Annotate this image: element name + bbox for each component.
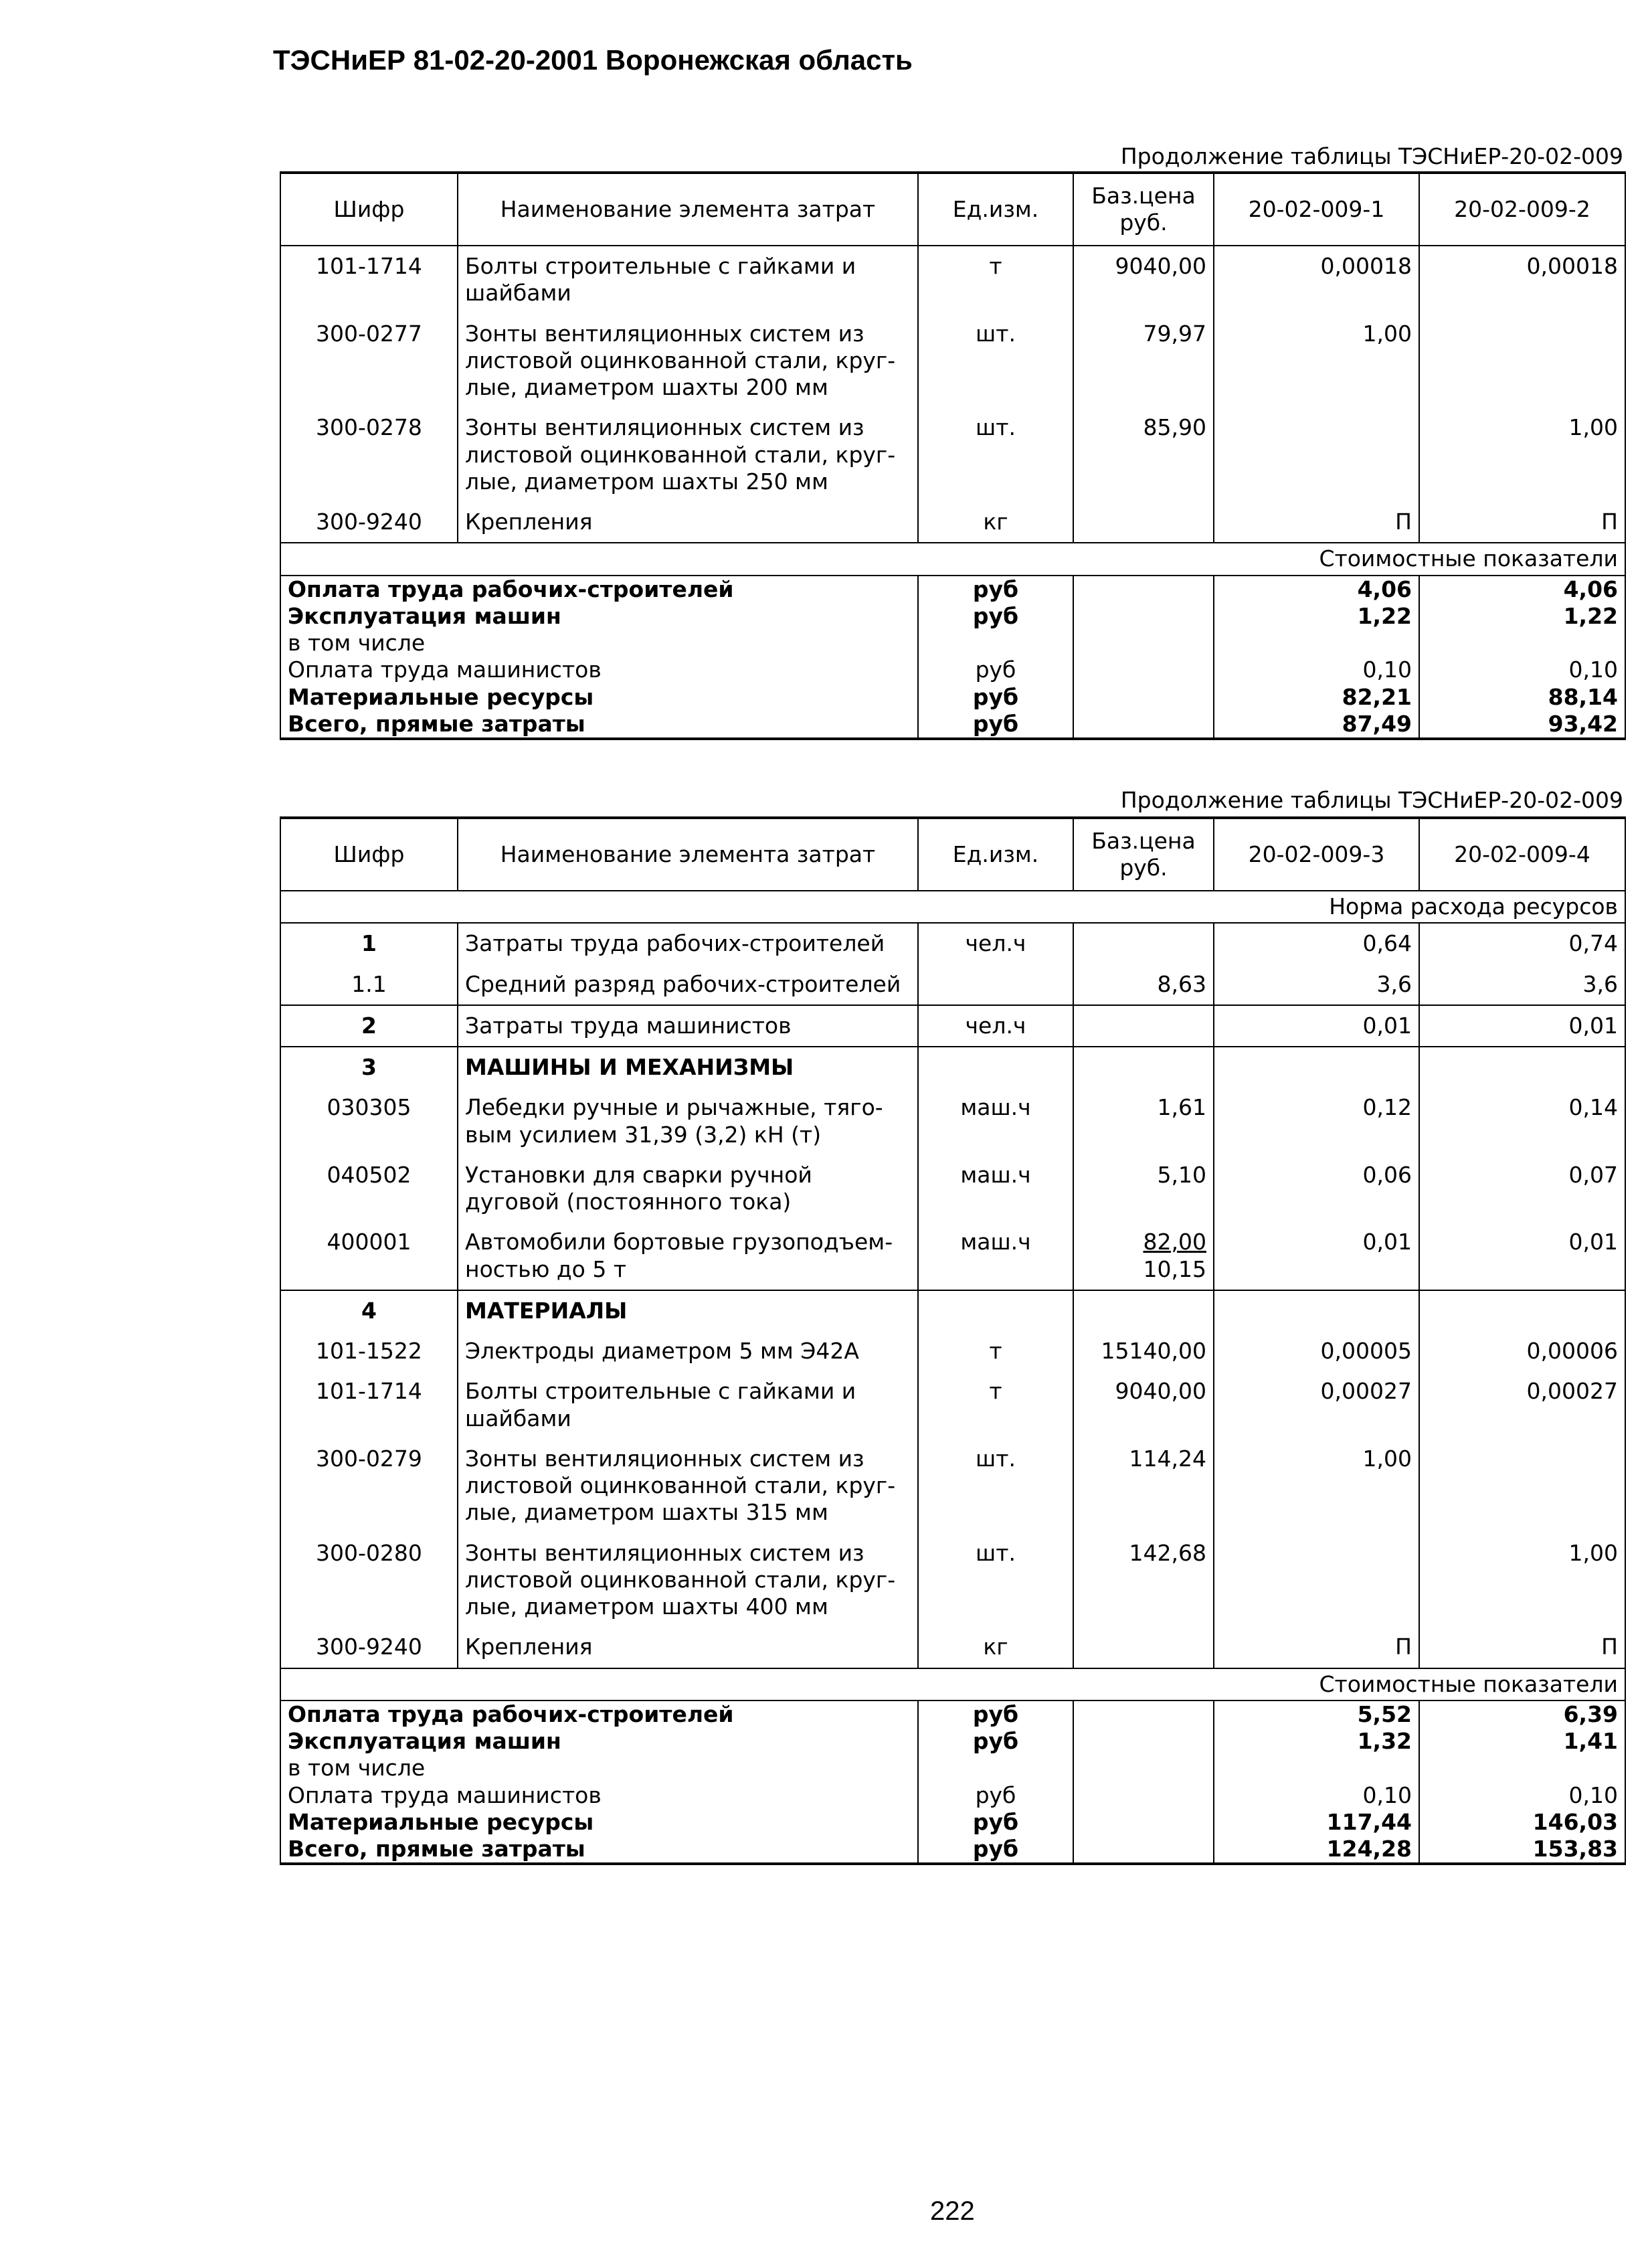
row-value-2: 0,01 — [1419, 1222, 1625, 1290]
row-unit: маш.ч — [918, 1155, 1073, 1223]
price-numerator: 82,00 — [1143, 1229, 1206, 1255]
row-value-1: 0,00018 — [1214, 246, 1419, 314]
row-code: 3 — [280, 1047, 458, 1087]
summary-value-1: 124,28 — [1214, 1836, 1419, 1864]
row-price: 5,10 — [1073, 1155, 1214, 1223]
cost-indicators-label-row — [280, 543, 1625, 575]
header-name: Наименование элемента затрат — [458, 173, 918, 246]
row-value-2 — [1419, 1290, 1625, 1331]
row-code: 300-0279 — [280, 1439, 458, 1533]
row-unit: т — [918, 1331, 1073, 1371]
table-row — [280, 1047, 1625, 1087]
row-unit: кг — [918, 502, 1073, 543]
header-code: Шифр — [280, 173, 458, 246]
summary-row — [280, 1700, 1625, 1728]
table-row — [280, 1290, 1625, 1331]
row-value-2: 1,00 — [1419, 408, 1625, 502]
table-row — [280, 246, 1625, 314]
table2-caption: Продолжение таблицы ТЭСНиЕР-20-02-009 — [1120, 787, 1623, 813]
summary-price — [1073, 576, 1214, 603]
header-unit: Ед.изм. — [918, 173, 1073, 246]
summary-row — [280, 1782, 1625, 1809]
row-code: 040502 — [280, 1155, 458, 1223]
row-price — [1073, 1047, 1214, 1087]
table-row — [280, 1331, 1625, 1371]
summary-row — [280, 1809, 1625, 1836]
row-price: 9040,00 — [1073, 246, 1214, 314]
row-value-1: 0,01 — [1214, 1005, 1419, 1047]
row-code: 400001 — [280, 1222, 458, 1290]
summary-label: в том числе — [280, 630, 918, 657]
summary-value-2 — [1419, 630, 1625, 657]
row-value-2: 0,00018 — [1419, 246, 1625, 314]
row-name: Затраты труда рабочих-строителей — [458, 923, 918, 964]
row-value-1 — [1214, 1290, 1419, 1331]
table1-body — [280, 173, 1625, 739]
summary-label: Всего, прямые затраты — [280, 711, 918, 739]
row-value-2: 1,00 — [1419, 1533, 1625, 1628]
resource-norm-label: Норма расхода ресурсов — [280, 891, 1625, 923]
row-code: 300-0278 — [280, 408, 458, 502]
summary-label: Оплата труда машинистов — [280, 657, 918, 683]
row-value-2: 0,01 — [1419, 1005, 1625, 1047]
row-unit: т — [918, 246, 1073, 314]
summary-value-1 — [1214, 1755, 1419, 1781]
header-row — [280, 818, 1625, 891]
row-price: 142,68 — [1073, 1533, 1214, 1628]
row-price — [1073, 1005, 1214, 1047]
table-row — [280, 923, 1625, 964]
row-name: Зонты вентиляционных систем из листовой оцинкованной стали, круг-лые, диаметром шахты 400 мм — [458, 1533, 918, 1628]
row-value-1 — [1214, 1533, 1419, 1628]
header-name: Наименование элемента затрат — [458, 818, 918, 891]
row-code: 300-0280 — [280, 1533, 458, 1628]
row-unit: маш.ч — [918, 1222, 1073, 1290]
header-col1: 20-02-009-1 — [1214, 173, 1419, 246]
row-unit: шт. — [918, 314, 1073, 408]
summary-value-2: 4,06 — [1419, 576, 1625, 603]
summary-value-1: 117,44 — [1214, 1809, 1419, 1836]
row-price — [1073, 923, 1214, 964]
row-value-2: 3,6 — [1419, 964, 1625, 1005]
row-price — [1073, 1627, 1214, 1668]
summary-row — [280, 630, 1625, 657]
summary-unit: руб — [918, 657, 1073, 683]
summary-value-1: 1,32 — [1214, 1728, 1419, 1755]
summary-value-2: 6,39 — [1419, 1700, 1625, 1728]
table-row — [280, 314, 1625, 408]
summary-label: в том числе — [280, 1755, 918, 1781]
cost-indicators-label-row — [280, 1668, 1625, 1700]
header-price: Баз.цена руб. — [1073, 173, 1214, 246]
row-price: 15140,00 — [1073, 1331, 1214, 1371]
row-unit — [918, 964, 1073, 1005]
row-name: Крепления — [458, 1627, 918, 1668]
row-value-1: 3,6 — [1214, 964, 1419, 1005]
row-code: 101-1522 — [280, 1331, 458, 1371]
row-name: Установки для сварки ручной дуговой (постоянного тока) — [458, 1155, 918, 1223]
row-code: 101-1714 — [280, 1371, 458, 1439]
row-price: 1,61 — [1073, 1087, 1214, 1155]
row-name: Болты строительные с гайками и шайбами — [458, 246, 918, 314]
summary-price — [1073, 1755, 1214, 1781]
row-value-1: П — [1214, 1627, 1419, 1668]
row-name: Зонты вентиляционных систем из листовой оцинкованной стали, круг-лые, диаметром шахты 250 мм — [458, 408, 918, 502]
header-unit: Ед.изм. — [918, 818, 1073, 891]
row-name: Автомобили бортовые грузоподъем-ностью до 5 т — [458, 1222, 918, 1290]
row-price — [1073, 1222, 1214, 1290]
row-price: 114,24 — [1073, 1439, 1214, 1533]
row-value-1: 1,00 — [1214, 314, 1419, 408]
row-code: 1 — [280, 923, 458, 964]
header-price: Баз.цена руб. — [1073, 818, 1214, 891]
summary-value-2: 0,10 — [1419, 1782, 1625, 1809]
row-value-1: 0,00027 — [1214, 1371, 1419, 1439]
summary-price — [1073, 711, 1214, 739]
row-price: 79,97 — [1073, 314, 1214, 408]
summary-unit: руб — [918, 576, 1073, 603]
row-value-1 — [1214, 1047, 1419, 1087]
summary-label: Материальные ресурсы — [280, 1809, 918, 1836]
summary-value-1: 87,49 — [1214, 711, 1419, 739]
summary-row — [280, 576, 1625, 603]
summary-price — [1073, 1700, 1214, 1728]
row-price: 9040,00 — [1073, 1371, 1214, 1439]
price-denominator: 10,15 — [1143, 1255, 1206, 1282]
header-col2: 20-02-009-2 — [1419, 173, 1625, 246]
row-unit: чел.ч — [918, 1005, 1073, 1047]
table1 — [280, 171, 1626, 740]
summary-value-2: 0,10 — [1419, 657, 1625, 683]
table-row — [280, 1222, 1625, 1290]
row-name: Болты строительные с гайками и шайбами — [458, 1371, 918, 1439]
row-code: 1.1 — [280, 964, 458, 1005]
summary-price — [1073, 1782, 1214, 1809]
row-price: 85,90 — [1073, 408, 1214, 502]
summary-value-1: 0,10 — [1214, 1782, 1419, 1809]
row-price — [1073, 502, 1214, 543]
summary-unit — [918, 1755, 1073, 1781]
summary-unit: руб — [918, 1809, 1073, 1836]
summary-price — [1073, 603, 1214, 630]
row-value-2: 0,00006 — [1419, 1331, 1625, 1371]
summary-row — [280, 657, 1625, 683]
row-value-2 — [1419, 1047, 1625, 1087]
summary-price — [1073, 684, 1214, 711]
row-value-1: 0,00005 — [1214, 1331, 1419, 1371]
row-value-1: 0,01 — [1214, 1222, 1419, 1290]
row-value-1 — [1214, 408, 1419, 502]
summary-row — [280, 1836, 1625, 1864]
row-price — [1073, 1290, 1214, 1331]
summary-unit: руб — [918, 711, 1073, 739]
row-value-1: 0,06 — [1214, 1155, 1419, 1223]
cost-indicators-label: Стоимостные показатели — [280, 1668, 1625, 1700]
summary-value-1: 5,52 — [1214, 1700, 1419, 1728]
summary-price — [1073, 1809, 1214, 1836]
summary-value-1: 82,21 — [1214, 684, 1419, 711]
row-unit: шт. — [918, 1533, 1073, 1628]
row-value-2: П — [1419, 1627, 1625, 1668]
summary-price — [1073, 630, 1214, 657]
table-row — [280, 1533, 1625, 1628]
summary-value-2: 1,22 — [1419, 603, 1625, 630]
summary-row — [280, 1755, 1625, 1781]
row-value-2 — [1419, 1439, 1625, 1533]
table-row — [280, 1155, 1625, 1223]
row-code: 4 — [280, 1290, 458, 1331]
summary-value-2: 93,42 — [1419, 711, 1625, 739]
table-row — [280, 502, 1625, 543]
summary-value-2 — [1419, 1755, 1625, 1781]
cost-indicators-label: Стоимостные показатели — [280, 543, 1625, 575]
row-unit: т — [918, 1371, 1073, 1439]
table2-body — [280, 818, 1625, 1864]
summary-value-2: 153,83 — [1419, 1836, 1625, 1864]
summary-label: Материальные ресурсы — [280, 684, 918, 711]
row-name: Зонты вентиляционных систем из листовой оцинкованной стали, круг-лые, диаметром шахты 315 мм — [458, 1439, 918, 1533]
row-name: Крепления — [458, 502, 918, 543]
table-row — [280, 1005, 1625, 1047]
resource-norm-label-row — [280, 891, 1625, 923]
row-unit: чел.ч — [918, 923, 1073, 964]
page-number: 222 — [930, 2196, 975, 2226]
summary-label: Эксплуатация машин — [280, 603, 918, 630]
header-code: Шифр — [280, 818, 458, 891]
row-name: Средний разряд рабочих-строителей — [458, 964, 918, 1005]
row-unit — [918, 1290, 1073, 1331]
row-code: 101-1714 — [280, 246, 458, 314]
table-row — [280, 408, 1625, 502]
summary-label: Оплата труда рабочих-строителей — [280, 576, 918, 603]
summary-label: Эксплуатация машин — [280, 1728, 918, 1755]
summary-unit — [918, 630, 1073, 657]
row-code: 300-9240 — [280, 1627, 458, 1668]
table2 — [280, 816, 1626, 1865]
table-row — [280, 1087, 1625, 1155]
row-name: МАШИНЫ И МЕХАНИЗМЫ — [458, 1047, 918, 1087]
row-code: 2 — [280, 1005, 458, 1047]
summary-value-2: 146,03 — [1419, 1809, 1625, 1836]
summary-label: Оплата труда машинистов — [280, 1782, 918, 1809]
row-unit: шт. — [918, 408, 1073, 502]
summary-value-2: 1,41 — [1419, 1728, 1625, 1755]
table1-caption: Продолжение таблицы ТЭСНиЕР-20-02-009 — [1120, 143, 1623, 169]
row-code: 030305 — [280, 1087, 458, 1155]
summary-price — [1073, 1836, 1214, 1864]
summary-price — [1073, 1728, 1214, 1755]
summary-unit: руб — [918, 603, 1073, 630]
summary-unit: руб — [918, 684, 1073, 711]
row-unit: кг — [918, 1627, 1073, 1668]
summary-label: Всего, прямые затраты — [280, 1836, 918, 1864]
row-name: Затраты труда машинистов — [458, 1005, 918, 1047]
summary-unit: руб — [918, 1836, 1073, 1864]
row-price: 8,63 — [1073, 964, 1214, 1005]
row-value-1: П — [1214, 502, 1419, 543]
header-row — [280, 173, 1625, 246]
summary-unit: руб — [918, 1728, 1073, 1755]
summary-value-1: 4,06 — [1214, 576, 1419, 603]
summary-value-1 — [1214, 630, 1419, 657]
row-unit — [918, 1047, 1073, 1087]
row-value-2: 0,74 — [1419, 923, 1625, 964]
row-value-2: 0,00027 — [1419, 1371, 1625, 1439]
header-col2: 20-02-009-4 — [1419, 818, 1625, 891]
table-row — [280, 1439, 1625, 1533]
row-value-1: 0,64 — [1214, 923, 1419, 964]
summary-value-2: 88,14 — [1419, 684, 1625, 711]
row-unit: маш.ч — [918, 1087, 1073, 1155]
summary-value-1: 1,22 — [1214, 603, 1419, 630]
summary-label: Оплата труда рабочих-строителей — [280, 1700, 918, 1728]
row-value-2: П — [1419, 502, 1625, 543]
table-row — [280, 1371, 1625, 1439]
table-row — [280, 964, 1625, 1005]
summary-row — [280, 711, 1625, 739]
row-value-1: 1,00 — [1214, 1439, 1419, 1533]
row-value-2: 0,07 — [1419, 1155, 1625, 1223]
row-value-2: 0,14 — [1419, 1087, 1625, 1155]
table-row — [280, 1627, 1625, 1668]
header-col1: 20-02-009-3 — [1214, 818, 1419, 891]
row-code: 300-9240 — [280, 502, 458, 543]
row-name: МАТЕРИАЛЫ — [458, 1290, 918, 1331]
summary-value-1: 0,10 — [1214, 657, 1419, 683]
row-code: 300-0277 — [280, 314, 458, 408]
row-name: Зонты вентиляционных систем из листовой оцинкованной стали, круг-лые, диаметром шахты 200 мм — [458, 314, 918, 408]
row-name: Электроды диаметром 5 мм Э42А — [458, 1331, 918, 1371]
summary-row — [280, 603, 1625, 630]
document-title: ТЭСНиЕР 81-02-20-2001 Воронежская область — [273, 44, 913, 76]
summary-row — [280, 684, 1625, 711]
summary-price — [1073, 657, 1214, 683]
row-value-2 — [1419, 314, 1625, 408]
row-unit: шт. — [918, 1439, 1073, 1533]
row-value-1: 0,12 — [1214, 1087, 1419, 1155]
row-name: Лебедки ручные и рычажные, тяго-вым усилием 31,39 (3,2) кН (т) — [458, 1087, 918, 1155]
summary-unit: руб — [918, 1700, 1073, 1728]
summary-unit: руб — [918, 1782, 1073, 1809]
summary-row — [280, 1728, 1625, 1755]
